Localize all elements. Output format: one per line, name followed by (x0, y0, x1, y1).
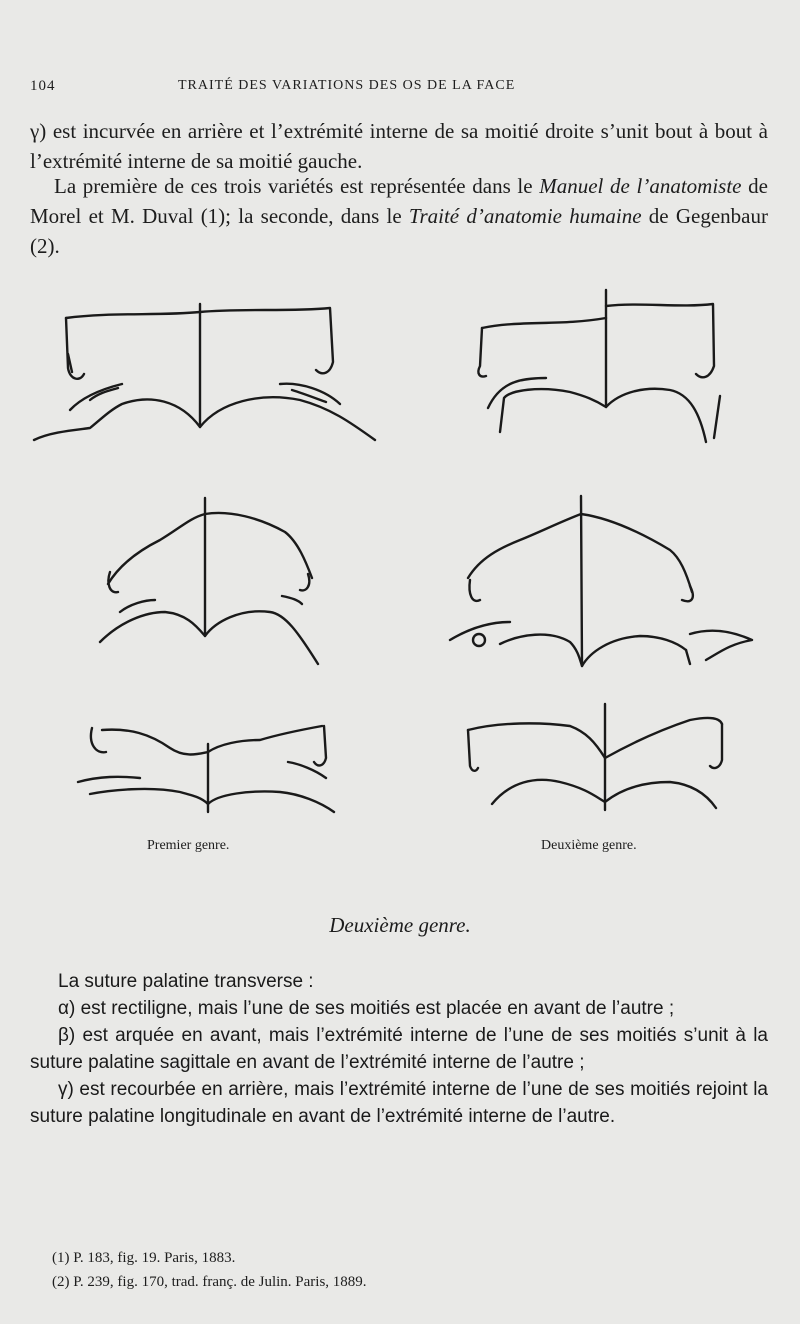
footnotes (52, 1246, 367, 1294)
para2-text-2: de Morel et M. Duval (1); la seconde, dans le (30, 174, 768, 228)
para2-book-title-2: Traité d’anatomie humaine (408, 204, 642, 228)
figure-left-1 (34, 304, 375, 440)
list-item: α) est rectiligne, mais l’une de ses moitiés est placée en avant de l’autre ; (58, 998, 675, 1019)
figure-left-2 (100, 498, 318, 664)
running-title: TRAITÉ DES VARIATIONS DES OS DE LA FACE (178, 78, 516, 93)
list-item: γ) est recourbée en arrière, mais l’extrémité interne de l’une de ses moitiés rejoint la suture palatine longitudinale en avant de l’extrémité interne de l’autre. (30, 1079, 768, 1127)
variety-list (30, 968, 768, 1130)
caption-premier-genre: Premier genre. (147, 838, 230, 853)
page-number: 104 (30, 78, 56, 94)
para2-text-3: de Gegenbaur (2). (30, 204, 768, 258)
para2-text-1: La première de ces trois variétés est représentée dans le (54, 174, 540, 198)
section-heading: Deuxième genre. (329, 913, 471, 937)
paragraph-varieties (30, 171, 768, 261)
figure-right-1 (478, 290, 720, 442)
para2-book-title-1: Manuel de l’anatomiste (539, 174, 742, 198)
running-header (30, 78, 770, 100)
figure-right-2 (450, 496, 752, 666)
suture-figures (30, 282, 770, 822)
list-item: β) est arquée en avant, mais l’extrémité interne de l’une de ses moitiés s’unit à la suture palatine sagittale en avant de l’extrémité interne de l’autre ; (30, 1025, 768, 1073)
footnote: (1) P. 183, fig. 19. Paris, 1883. (52, 1250, 236, 1266)
list-intro: La suture palatine transverse : (58, 971, 314, 992)
figure-right-3 (468, 704, 722, 810)
caption-deuxieme-genre: Deuxième genre. (541, 838, 637, 853)
footnote: (2) P. 239, fig. 170, trad. franç. de Julin. Paris, 1889. (52, 1274, 367, 1290)
figure-left-3 (78, 726, 334, 812)
paragraph-gamma-continued: γ) est incurvée en arrière et l’extrémité interne de sa moitié droite s’unit bout à bout à l’extrémité interne de sa moitié gauche. (30, 119, 768, 173)
